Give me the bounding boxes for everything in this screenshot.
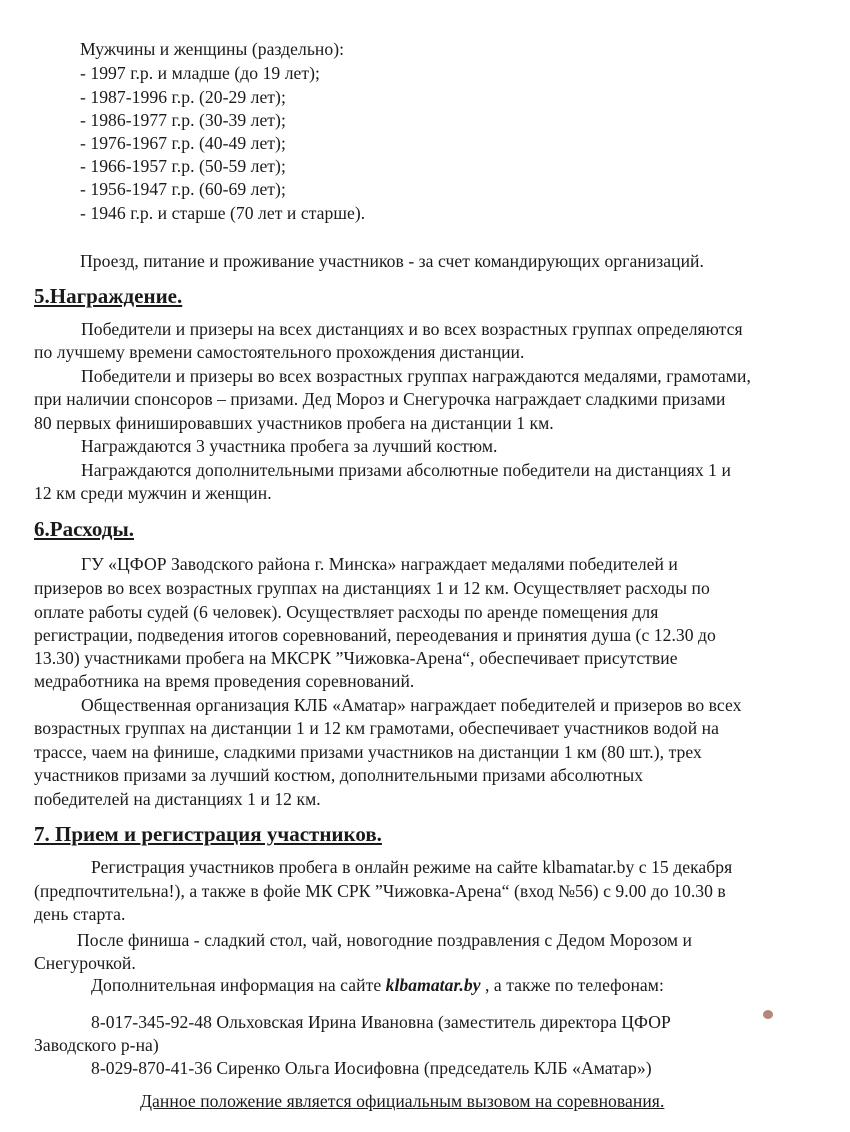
- age-groups-title: Мужчины и женщины (раздельно):: [80, 39, 345, 59]
- site-link[interactable]: klbamatar.by: [385, 975, 481, 995]
- additional-info: [91, 974, 664, 996]
- ink-blot: [763, 1010, 773, 1019]
- section-6-line: Общественная организация КЛБ «Аматар» награждает победителей и призеров во всех: [81, 695, 742, 715]
- contact-1-line-2: Заводского р-на): [34, 1035, 159, 1055]
- section-5-line: при наличии спонсоров – призами. Дед Мороз и Снегурочка награждает сладкими призами: [34, 389, 726, 409]
- section-6-line: ГУ «ЦФОР Заводского района г. Минска» награждает медалями победителей и: [81, 554, 678, 574]
- travel-note: Проезд, питание и проживание участников - за счет командирующих организаций.: [80, 251, 704, 271]
- section-7-line: (предпочтительна!), а также в фойе МК СРК ”Чижовка-Арена“ (вход №56) с 9.00 до 10.30 в: [34, 881, 726, 901]
- section-5-line: 80 первых финишировавших участников пробега на дистанции 1 км.: [34, 413, 554, 433]
- section-6-line: участников призами за лучший костюм, дополнительными призами абсолютных: [34, 765, 644, 785]
- age-group-item: - 1976-1967 г.р. (40-49 лет);: [80, 133, 286, 153]
- section-5-heading: 5.Награждение.: [34, 284, 183, 308]
- section-5-line: Награждаются дополнительными призами абсолютные победители на дистанциях 1 и: [81, 460, 731, 480]
- section-6-line: возрастных группах на дистанции 1 и 12 км грамотами, обеспечивает участников водой на: [34, 718, 719, 738]
- section-6-line: трассе, чаем на финише, сладкими призами участников на дистанции 1 км (80 шт.), трех: [34, 742, 702, 762]
- section-6-heading: 6.Расходы.: [34, 517, 134, 541]
- closing-statement: Данное положение является официальным вызовом на соревнования.: [140, 1091, 665, 1111]
- age-group-item: - 1986-1977 г.р. (30-39 лет);: [80, 110, 286, 130]
- section-5-line: Победители и призеры во всех возрастных группах награждаются медалями, грамотами,: [81, 366, 751, 386]
- section-7-line: После финиша - сладкий стол, чай, новогодние поздравления с Дедом Морозом и: [77, 930, 692, 950]
- section-6-line: оплате работы судей (6 человек). Осуществляет расходы по аренде помещения для: [34, 602, 659, 622]
- age-group-item: - 1987-1996 г.р. (20-29 лет);: [80, 87, 286, 107]
- age-group-item: - 1956-1947 г.р. (60-69 лет);: [80, 179, 286, 199]
- section-7-line: Регистрация участников пробега в онлайн режиме на сайте klbamatar.by с 15 декабря: [91, 857, 733, 877]
- section-5-line: Награждаются 3 участника пробега за лучший костюм.: [81, 436, 498, 456]
- age-group-item: - 1946 г.р. и старше (70 лет и старше).: [80, 203, 366, 223]
- contact-2: 8-029-870-41-36 Сиренко Ольга Иосифовна (председатель КЛБ «Аматар»): [91, 1058, 652, 1078]
- age-group-item: - 1966-1957 г.р. (50-59 лет);: [80, 156, 286, 176]
- section-7-line: день старта.: [34, 904, 126, 924]
- section-6-line: медработника на время проведения соревнований.: [34, 671, 415, 691]
- section-5-line: Победители и призеры на всех дистанциях и во всех возрастных группах определяются: [81, 319, 743, 339]
- age-group-item: - 1997 г.р. и младше (до 19 лет);: [80, 63, 320, 83]
- section-5-line: по лучшему времени самостоятельного прохождения дистанции.: [34, 342, 525, 362]
- section-7-heading: 7. Прием и регистрация участников.: [34, 822, 382, 846]
- section-6-line: 13.30) участниками пробега на МКСРК ”Чижовка-Арена“, обеспечивает присутствие: [34, 648, 678, 668]
- section-6-line: победителей на дистанциях 1 и 12 км.: [34, 789, 321, 809]
- section-6-line: призеров во всех возрастных группах на дистанциях 1 и 12 км. Осуществляет расходы по: [34, 578, 710, 598]
- section-7-line: Снегурочкой.: [34, 953, 136, 973]
- additional-info-suffix: , а также по телефонам:: [480, 975, 664, 995]
- section-5-line: 12 км среди мужчин и женщин.: [34, 483, 272, 503]
- contact-1-line-1: 8-017-345-92-48 Ольховская Ирина Ивановна (заместитель директора ЦФОР: [91, 1012, 671, 1032]
- section-6-line: регистрации, подведения итогов соревнований, переодевания и принятия душа (с 12.30 до: [34, 625, 716, 645]
- additional-info-prefix: Дополнительная информация на сайте: [91, 975, 386, 995]
